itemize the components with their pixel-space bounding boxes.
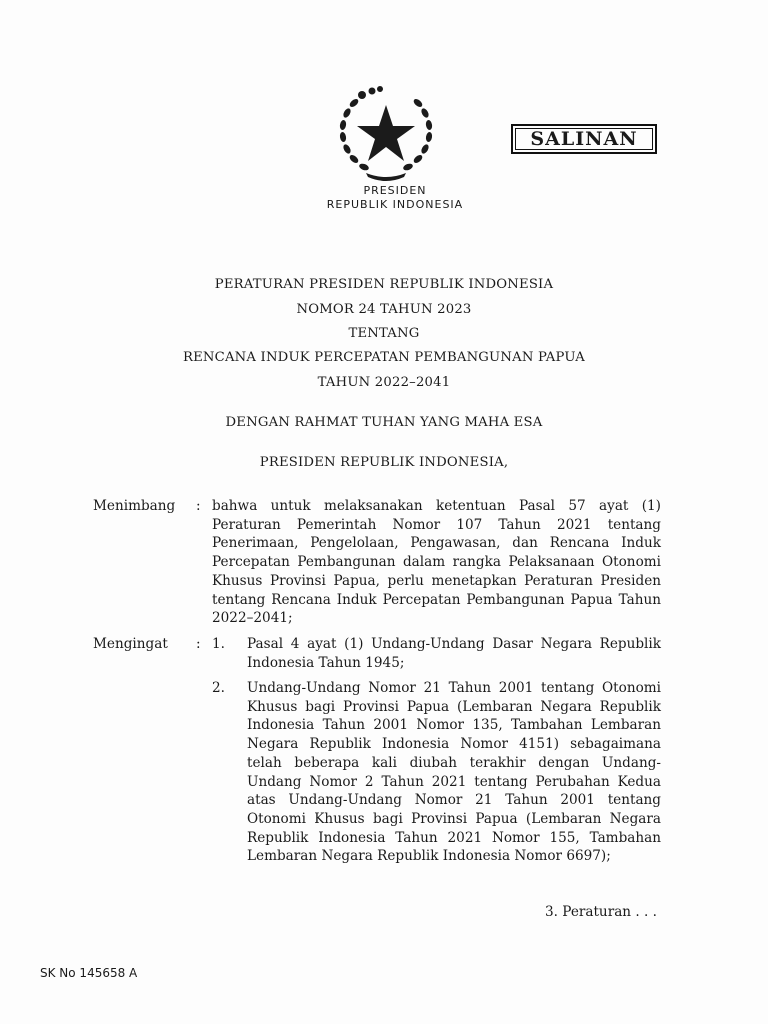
menimbang-text: bahwa untuk melaksanakan ketentuan Pasal 57 ayat (1) Peraturan Pemerintah Nomor 107 Tahun 2021 tentang Penerimaan, Pengelolaan, Pengawasan, dan Rencana Induk Percepatan Pembangunan dalam rangka Pelaksanaan Otonomi Khusus Provinsi Papua, perlu menetapkan Peraturan Presiden tentang Rencana Induk Percepatan Pembangunan Papua Tahun 2022–2041;	[212, 498, 661, 627]
regulation-title: PERATURAN PRESIDEN REPUBLIK INDONESIA	[214, 277, 554, 292]
invocation: DENGAN RAHMAT TUHAN YANG MAHA ESA	[225, 415, 543, 430]
mengingat-item-text: Undang-Undang Nomor 21 Tahun 2001 tentang Otonomi Khusus bagi Provinsi Papua (Lembaran Negara Republik Indonesia Tahun 2001 Nomor 135, Tambahan Lembaran Negara Republik Indonesia Nomor 4151) sebagaimana telah beberapa kali diubah terakhir dengan Undang-Undang Nomor 2 Tahun 2021 tentang Perubahan Kedua atas Undang-Undang Nomor 21 Tahun 2001 tentang Otonomi Khusus bagi Provinsi Papua (Lembaran Negara Republik Indonesia Tahun 2021 Nomor 155, Tambahan Lembaran Negara Republik Indonesia Nomor 6697);	[247, 680, 661, 865]
regulation-subject: RENCANA INDUK PERCEPATAN PEMBANGUNAN PAPUA	[182, 350, 586, 365]
president-label-line2: REPUBLIK INDONESIA	[326, 198, 464, 211]
regulation-number: NOMOR 24 TAHUN 2023	[296, 302, 472, 317]
menimbang-colon: :	[196, 498, 201, 514]
garuda-star-emblem-icon	[332, 85, 440, 185]
menimbang-label: Menimbang	[93, 498, 176, 514]
mengingat-item-number: 1.	[212, 636, 225, 652]
president-label-line1: PRESIDEN	[363, 184, 427, 197]
state-emblem	[332, 85, 440, 185]
regulation-period: TAHUN 2022–2041	[317, 375, 451, 390]
salinan-stamp-text: SALINAN	[515, 128, 653, 150]
next-page-catchword: 3. Peraturan . . .	[545, 904, 657, 920]
regulation-about: TENTANG	[348, 326, 420, 341]
mengingat-colon: :	[196, 636, 201, 652]
mengingat-label: Mengingat	[93, 636, 168, 652]
sk-number: SK No 145658 A	[40, 966, 138, 980]
salinan-stamp	[511, 124, 657, 154]
president-label	[270, 184, 520, 212]
issuer: PRESIDEN REPUBLIK INDONESIA,	[259, 455, 509, 470]
mengingat-item-text: Pasal 4 ayat (1) Undang-Undang Dasar Negara Republik Indonesia Tahun 1945;	[247, 636, 661, 671]
mengingat-item-number: 2.	[212, 680, 225, 696]
